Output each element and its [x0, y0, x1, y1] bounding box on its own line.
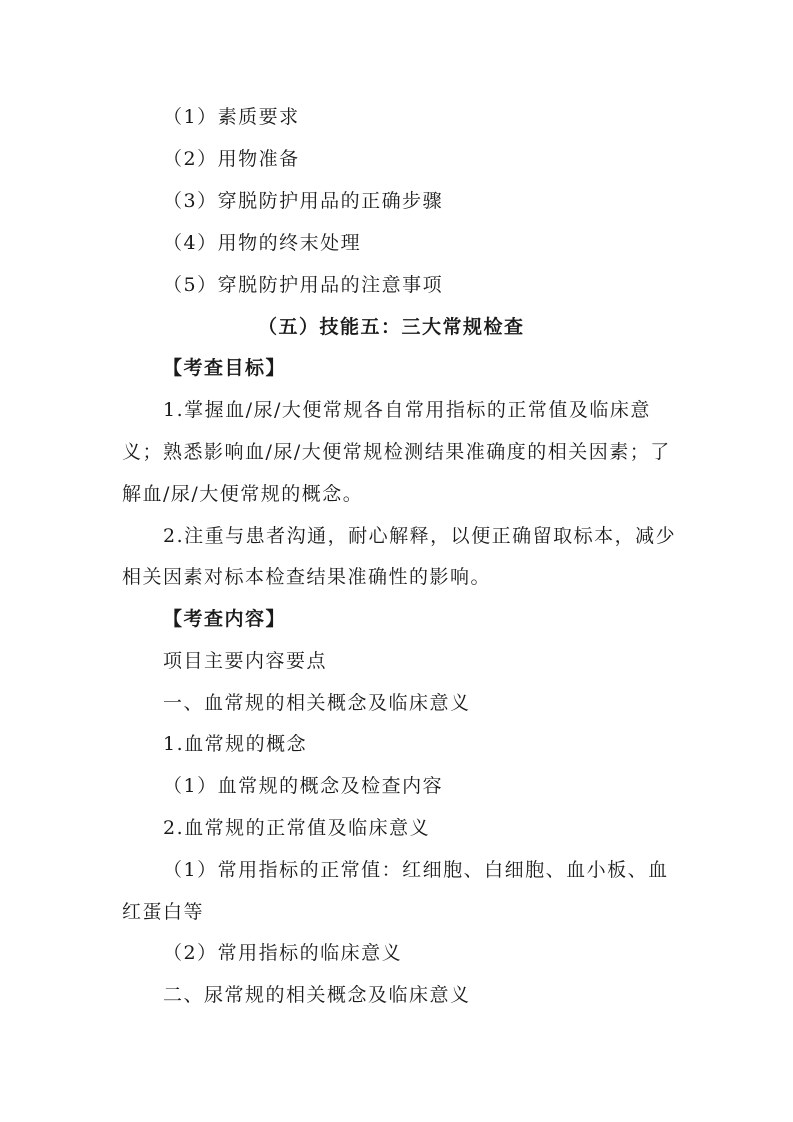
list-item-1: （1）素质要求 — [163, 106, 300, 128]
objectives-p1-line-3: 解血/尿/大便常规的概念。 — [122, 483, 364, 505]
list-item-5: （5）穿脱防护用品的注意事项 — [163, 274, 444, 296]
objectives-p2-line-1: 2.注重与患者沟通，耐心解释，以便正确留取标本，减少 — [163, 525, 677, 547]
list-item-3: （3）穿脱防护用品的正确步骤 — [163, 190, 444, 212]
section-title: （五）技能五：三大常规检查 — [258, 316, 525, 338]
content-line-8: （2）常用指标的临床意义 — [163, 942, 403, 964]
content-line-4: （1）血常规的概念及检查内容 — [163, 775, 444, 797]
content-line-7: 红蛋白等 — [122, 901, 205, 923]
content-heading: 【考查内容】 — [163, 608, 287, 630]
content-line-2: 一、血常规的相关概念及临床意义 — [163, 692, 471, 714]
objectives-p2-line-2: 相关因素对标本检查结果准确性的影响。 — [122, 566, 492, 588]
content-line-6: （1）常用指标的正常值：红细胞、白细胞、血小板、血 — [163, 859, 669, 881]
content-line-1: 项目主要内容要点 — [163, 650, 328, 672]
content-line-5: 2.血常规的正常值及临床意义 — [163, 817, 431, 839]
list-item-4: （4）用物的终末处理 — [163, 232, 362, 254]
objectives-p1-line-2: 义；熟悉影响血/尿/大便常规检测结果准确度的相关因素；了 — [122, 441, 671, 463]
objectives-p1-line-1: 1.掌握血/尿/大便常规各自常用指标的正常值及临床意 — [163, 399, 651, 421]
content-line-3: 1.血常规的概念 — [163, 733, 308, 755]
content-line-9: 二、尿常规的相关概念及临床意义 — [163, 984, 471, 1006]
objectives-heading: 【考查目标】 — [163, 357, 287, 379]
list-item-2: （2）用物准备 — [163, 148, 300, 170]
